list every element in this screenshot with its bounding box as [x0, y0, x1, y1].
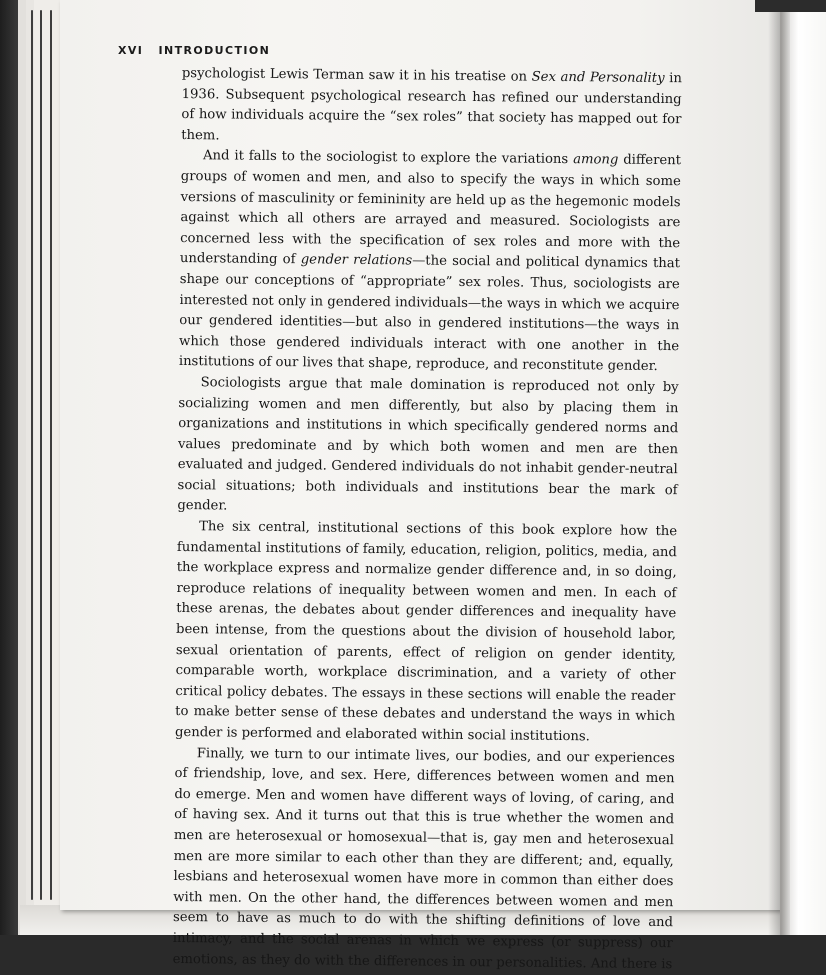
emphasis-italic: among: [573, 152, 619, 168]
text-run: in 1936. Subsequent psychological research has refined our understanding of how individuals acquire the “sex roles” that society has mapped out for them.: [181, 71, 682, 144]
running-title: INTRODUCTION: [158, 44, 271, 57]
paragraph-2: [179, 146, 681, 378]
text-run: And it falls to the sociologist to explore the variations: [202, 148, 574, 168]
scanner-bed-top: [755, 0, 826, 12]
text-run: different groups of women and men, and also to specify the ways in which some versions of masculinity or femininity are held up as the hegemonic models against which all others are arrayed and measured. Sociologists are concerned less with the specification of sex roles and more with the understanding of: [179, 152, 682, 268]
text-run: —the social and political dynamics that shape our conceptions of “appropriate” sex roles. Thus, sociologists are interested not only in gendered individuals—the ways in which we acquire our gendered identities—but also in gendered institutions—the ways in which those gendered individuals interact with one another in the institutions of our lives that shape, reproduce, and reconstitute gender.: [178, 253, 681, 375]
page-edge-line: [40, 10, 42, 900]
page-number: XVI: [118, 44, 144, 57]
scanner-bed-left: [0, 0, 20, 935]
running-header: [118, 44, 270, 57]
paragraph-4: The six central, institutional sections of this book explore how the fundamental institutions of family, education, religion, politics, media, and the workplace express and normalize gender difference and, in so doing, reproduce relations of inequality between women and men. In each of these arenas, the debates about gender differences and inequality have been intense, from the questions about the division of household labor, sexual orientation of parents, effect of religion on gender identity, comparable worth, workplace discrimination, and a variety of other critical policy debates. The essays in these sections will enable the reader to make better sense of these debates and understand the ways in which gender is performed and elaborated within social institutions.: [174, 519, 678, 745]
text-run: psychologist Lewis Terman saw it in his treatise on: [181, 65, 532, 85]
emphasis-italic: gender relations: [300, 252, 413, 269]
paragraph-3: Sociologists argue that male domination is reproduced not only by socializing women and men differently, but also by placing them in organizations and institutions in which specifically gendered norms and values predominate and by which both women and men are then evaluated and judged. Gendered individuals do not inhabit gender-neutral social situations; both individuals and institutions bear the mark of gender.: [177, 375, 679, 514]
page-edge-line: [31, 10, 33, 900]
book-title-italic: Sex and Personality: [531, 69, 665, 87]
body-text: [173, 64, 682, 975]
paragraph-5: Finally, we turn to our intimate lives, our bodies, and our experiences of friendship, love, and sex. Here, differences between women and men do emerge. Men and women have different ways of loving, of caring, and of having sex. And it turns out that this is true whether the women and men are heterosexual or homosexual—that is, gay men and heterosexual men are more similar to each other than they are different; and, equally, lesbians and heterosexual women have more in common than either does with men. On the other hand, the differences between women and men seem to have as much to do with the shifting definitions of love and intimacy, and the social arenas in which we express (or suppress) our emotions, as they do with the differences in our personalities. And there is: [172, 745, 675, 972]
gutter-shadow: [768, 0, 790, 935]
paragraph-1: [181, 64, 682, 152]
page-edge-line: [50, 10, 52, 900]
